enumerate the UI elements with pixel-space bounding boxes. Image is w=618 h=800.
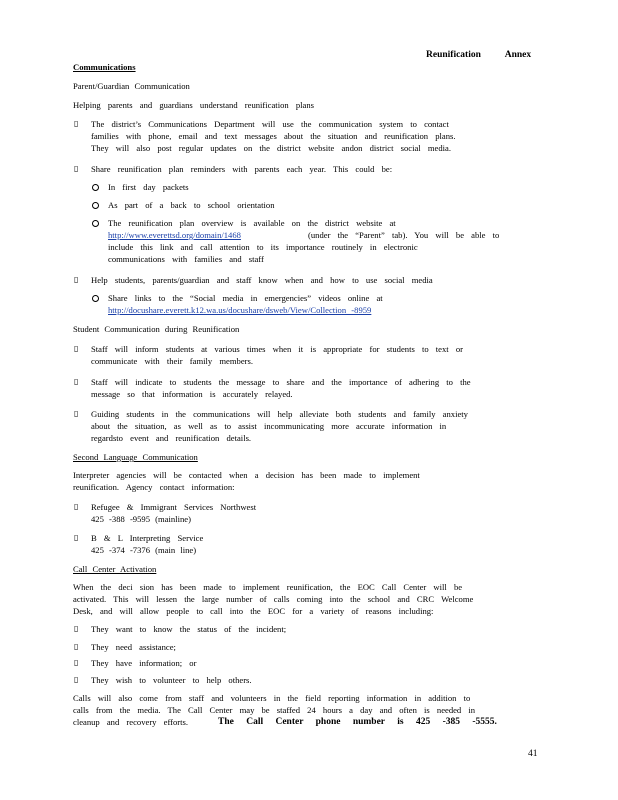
language-para-line-2: reunification. Agency contact information: — [73, 482, 235, 492]
docushare-link[interactable]: http://docushare.everett.k12.wa.us/docushare/dsweb/View/Collection -8959 — [108, 305, 372, 315]
call-center-para-line-1: When the deci sion has been made to implement reunification, the EOC Call Center will be — [73, 582, 463, 592]
bullet-icon: ▯ — [74, 377, 79, 386]
circle-bullet-icon — [92, 295, 99, 302]
student-bullet-2-line-2: message so that information is accurately relayed. — [91, 389, 293, 399]
section-heading-communications: Communications — [73, 62, 136, 72]
call-reason-2: They need assistance; — [91, 642, 176, 652]
page-number: 41 — [528, 749, 538, 759]
student-bullet-3-line-1: Guiding students in the communications will help alleviate both students and family anxiety — [91, 409, 468, 419]
student-bullet-1-line-2: communicate with their family members. — [91, 356, 253, 366]
circle-bullet-icon — [92, 184, 99, 191]
section-heading-student: Student Communication during Reunification — [73, 324, 240, 334]
call-reason-4: They wish to volunteer to help others. — [91, 675, 252, 685]
agency-1-phone: 425 -388 -9595 (mainline) — [91, 514, 191, 524]
bullet-icon: ▯ — [74, 675, 79, 684]
comms-bullet-2: Share reunification plan reminders with parents each year. This could be: — [91, 164, 393, 174]
bullet-icon: ▯ — [74, 344, 79, 353]
call-reason-3: They have information; or — [91, 658, 197, 668]
student-bullet-1-line-1: Staff will inform students at various times when it is appropriate for students to text or — [91, 344, 463, 354]
comms-bullet-1-line-3: They will also post regular updates on the district website andon district social media. — [91, 143, 451, 153]
student-bullet-3-line-3: regardsto event and reunification details. — [91, 433, 252, 443]
comms-sub-bullet-b: As part of a back to school orientation — [108, 200, 275, 210]
comms-sub-bullet-c-line-1: The reunification plan overview is available on the district website at — [108, 218, 396, 228]
bullet-icon: ▯ — [74, 642, 79, 651]
language-para-line-1: Interpreter agencies will be contacted when a decision has been made to implement — [73, 470, 420, 480]
agency-2-phone: 425 -374 -7376 (main line) — [91, 545, 197, 555]
comms-sub-bullet-c-line-4: communications with families and staff — [108, 254, 264, 264]
comms-bullet-1-line-1: The district’s Communications Department will use the communication system to contact — [91, 119, 449, 129]
bullet-icon: ▯ — [74, 164, 79, 173]
circle-bullet-icon — [92, 202, 99, 209]
call-center-para2-line-1: Calls will also come from staff and volunteers in the field reporting information in addition to — [73, 693, 471, 703]
bullet-icon: ▯ — [74, 502, 79, 511]
comms-sub-bullet-a: In first day packets — [108, 182, 189, 192]
call-center-para2-line-2: calls from the media. The Call Center may be staffed 24 hours a day and often is needed in — [73, 705, 476, 715]
student-bullet-2-line-1: Staff will indicate to students the message to share and the importance of adhering to the — [91, 377, 471, 387]
bullet-icon: ▯ — [74, 533, 79, 542]
call-center-para-line-3: Desk, and will allow people to call into the EOC for a variety of reasons including: — [73, 606, 434, 616]
call-reason-1: They want to know the status of the incident; — [91, 624, 287, 634]
bullet-icon: ▯ — [74, 119, 79, 128]
agency-2-name: B & L Interpreting Service — [91, 533, 204, 543]
section-heading-call-center: Call Center Activation — [73, 564, 157, 574]
student-bullet-3-line-2: about the situation, as well as to assist incommunicating more accurate information in — [91, 421, 447, 431]
call-center-para-line-2: activated. This will lessen the large number of calls coming into the school and CRC Welcome — [73, 594, 474, 604]
comms-sub-bullet-c-line-2: (under the “Parent” tab). You will be able to — [308, 230, 500, 240]
section-heading-language: Second Language Communication — [73, 452, 198, 462]
bullet-icon: ▯ — [74, 658, 79, 667]
call-center-para2-line-3: cleanup and recovery efforts. — [73, 717, 189, 727]
bullet-icon: ▯ — [74, 275, 79, 284]
bullet-icon: ▯ — [74, 624, 79, 633]
running-header: Reunification Annex — [426, 50, 532, 60]
circle-bullet-icon — [92, 220, 99, 227]
comms-bullet-3: Help students, parents/guardian and staff know when and how to use social media — [91, 275, 433, 285]
subheading-parent-communication: Parent/Guardian Communication — [73, 81, 190, 91]
district-website-link[interactable]: http://www.everettsd.org/domain/1468 — [108, 230, 241, 240]
comms-sub-bullet-d: Share links to the “Social media in emergencies” videos online at — [108, 293, 383, 303]
comms-sub-bullet-c-line-3: include this link and call attention to its importance routinely in electronic — [108, 242, 418, 252]
bullet-icon: ▯ — [74, 409, 79, 418]
agency-1-name: Refugee & Immigrant Services Northwest — [91, 502, 257, 512]
comms-bullet-1-line-2: families with phone, email and text messages about the situation and reunification plans. — [91, 131, 456, 141]
call-center-phone: The Call Center phone number is 425 -385 -5555. — [218, 717, 497, 727]
intro-text: Helping parents and guardians understand reunification plans — [73, 100, 314, 110]
